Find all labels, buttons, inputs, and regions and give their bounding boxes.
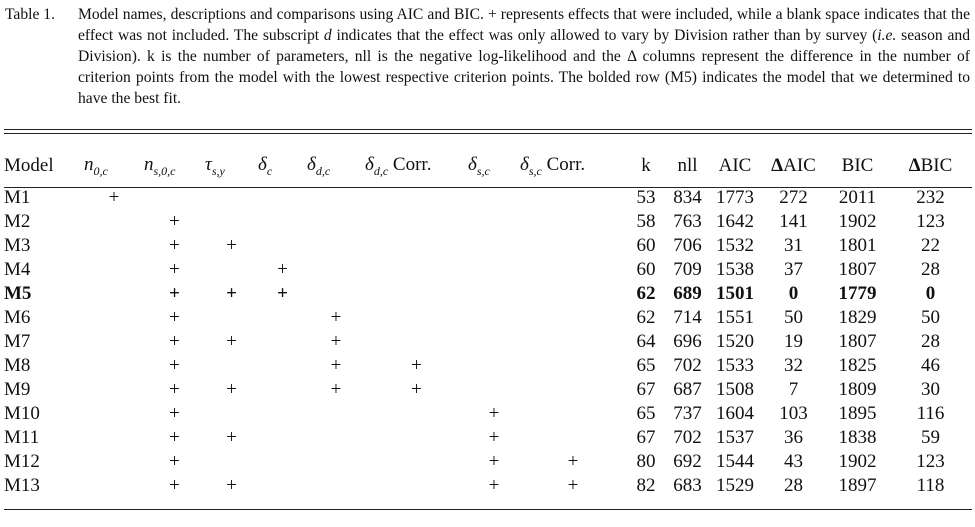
cell-tau	[205, 450, 258, 474]
cell-bic: 1902	[838, 451, 877, 472]
cell-aic: 1604	[716, 403, 754, 424]
cell-dsccorr	[520, 186, 626, 210]
cell-dsccorr	[520, 282, 626, 306]
cell-k: 58	[636, 211, 656, 232]
cell-model: M5	[4, 283, 32, 304]
caption-text	[78, 4, 970, 109]
cell-dsccorr	[520, 426, 626, 450]
cell-n0c	[84, 426, 144, 450]
cell-aic: 1537	[716, 427, 754, 448]
cell-k: 67	[636, 379, 656, 400]
cell-dsccorr: +	[567, 451, 579, 472]
cell-daic: 32	[784, 355, 803, 376]
col-k: k	[641, 155, 651, 176]
cell-dc	[258, 402, 307, 426]
cell-dc	[258, 354, 307, 378]
cell-dc	[258, 426, 307, 450]
cell-dbic: 28	[921, 331, 940, 352]
cell-dsccorr	[520, 354, 626, 378]
cell-n0c	[84, 450, 144, 474]
cell-k: 80	[636, 451, 656, 472]
cell-daic: 36	[784, 427, 803, 448]
table-row	[0, 450, 972, 474]
cell-bic: 1779	[838, 283, 877, 304]
cell-n0c: +	[108, 187, 120, 208]
cell-dsc	[468, 378, 520, 402]
col-n0c: $n_{0,c}$	[84, 153, 108, 178]
cell-dc	[258, 330, 307, 354]
cell-nsoc: +	[169, 235, 180, 256]
caption-ie: i.e.	[877, 27, 897, 44]
cell-dsc: +	[488, 403, 500, 424]
cell-daic: 141	[779, 211, 808, 232]
cell-daic: 37	[784, 259, 803, 280]
cell-dsc	[468, 330, 520, 354]
cell-nll: 687	[673, 379, 702, 400]
cell-model: M4	[4, 259, 31, 280]
cell-bic: 1809	[838, 379, 877, 400]
cell-dc: +	[277, 259, 288, 280]
cell-daic: 19	[784, 331, 803, 352]
cell-dbic: 118	[916, 475, 945, 496]
col-delta-sc: $\delta_{s,c}$	[468, 153, 490, 178]
cell-dbic: 46	[921, 355, 940, 376]
cell-aic: 1520	[716, 331, 754, 352]
cell-nsoc: +	[169, 475, 180, 496]
cell-ddccorr	[365, 330, 468, 354]
col-aic: AIC	[718, 155, 752, 176]
cell-dbic: 22	[921, 235, 940, 256]
cell-tau	[205, 306, 258, 330]
cell-aic: 1642	[716, 211, 754, 232]
cell-bic: 1902	[838, 211, 877, 232]
cell-model: M1	[4, 187, 31, 208]
col-delta-c: $\delta_c$	[258, 153, 273, 178]
cell-ddccorr	[365, 186, 468, 210]
cell-ddc: +	[330, 307, 342, 328]
cell-k: 62	[636, 283, 656, 304]
cell-bic: 1897	[838, 475, 877, 496]
cell-daic: 31	[784, 235, 803, 256]
cell-ddccorr	[365, 210, 468, 234]
cell-bic: 1838	[838, 427, 877, 448]
cell-dsc	[468, 234, 520, 258]
cell-bic: 1807	[838, 331, 877, 352]
cell-k: 53	[636, 187, 656, 208]
cell-nll: 702	[673, 355, 702, 376]
cell-dsc	[468, 282, 520, 306]
cell-aic: 1538	[716, 259, 754, 280]
cell-dsccorr	[520, 234, 626, 258]
cell-dc: +	[277, 283, 288, 304]
cell-dsccorr	[520, 258, 626, 282]
cell-dsc	[468, 210, 520, 234]
table-row	[0, 378, 972, 402]
cell-n0c	[84, 258, 144, 282]
cell-bic: 1825	[838, 355, 877, 376]
cell-ddc	[307, 258, 365, 282]
cell-aic: 1529	[716, 475, 754, 496]
cell-daic: 50	[784, 307, 803, 328]
cell-tau: +	[226, 379, 237, 400]
cell-dc	[258, 210, 307, 234]
cell-bic: 1807	[838, 259, 877, 280]
cell-ddccorr: +	[411, 355, 422, 376]
cell-dbic: 30	[921, 379, 940, 400]
table-row	[0, 354, 972, 378]
caption-part-2: indicates that the effect was only allowed to vary by Division rather than by survey (	[331, 27, 878, 44]
table-row	[0, 282, 972, 306]
cell-n0c	[84, 474, 144, 498]
cell-nll: 683	[673, 475, 702, 496]
cell-model: M9	[4, 379, 31, 400]
cell-dsccorr: +	[567, 475, 579, 496]
cell-nsoc: +	[169, 331, 180, 352]
cell-dbic: 123	[916, 451, 945, 472]
table-row	[0, 258, 972, 282]
col-delta-sc-corr: $\delta_{s,c}$ Corr.	[520, 153, 586, 178]
top-rule-2	[4, 133, 972, 134]
cell-model: M12	[4, 451, 40, 472]
cell-n0c	[84, 402, 144, 426]
cell-k: 64	[636, 331, 656, 352]
cell-dsc	[468, 186, 520, 210]
cell-model: M13	[4, 475, 40, 496]
cell-k: 67	[636, 427, 656, 448]
col-delta-dc: $\delta_{d,c}$	[307, 153, 331, 178]
col-delta-dc-corr: $\delta_{d,c}$ Corr.	[365, 153, 432, 178]
cell-ddc	[307, 186, 365, 210]
cell-dc	[258, 450, 307, 474]
cell-aic: 1544	[716, 451, 754, 472]
cell-ddc	[307, 450, 365, 474]
cell-model: M2	[4, 211, 31, 232]
cell-aic: 1501	[716, 283, 754, 304]
cell-aic: 1508	[716, 379, 754, 400]
cell-model: M6	[4, 307, 31, 328]
cell-tau: +	[226, 331, 237, 352]
table-row	[0, 330, 972, 354]
cell-nll: 834	[673, 187, 702, 208]
cell-nll: 763	[673, 211, 702, 232]
cell-ddc: +	[330, 355, 342, 376]
cell-dsc: +	[488, 475, 500, 496]
col-delta-aic: ΔAIC	[771, 155, 816, 176]
header-row	[0, 146, 972, 186]
cell-tau	[205, 258, 258, 282]
cell-model: M11	[4, 427, 40, 448]
cell-nll: 709	[673, 259, 702, 280]
cell-tau	[205, 186, 258, 210]
cell-nsoc: +	[169, 451, 180, 472]
cell-ddc: +	[330, 331, 342, 352]
top-rule-1	[4, 129, 972, 130]
cell-tau	[205, 402, 258, 426]
cell-nsoc: +	[169, 355, 180, 376]
cell-ddc	[307, 426, 365, 450]
cell-dbic: 232	[916, 187, 945, 208]
cell-k: 62	[636, 307, 656, 328]
cell-nsoc: +	[169, 283, 180, 304]
cell-tau: +	[226, 235, 237, 256]
cell-ddccorr	[365, 282, 468, 306]
cell-dc	[258, 306, 307, 330]
cell-dsccorr	[520, 330, 626, 354]
cell-nsoc: +	[169, 307, 180, 328]
cell-nsoc: +	[169, 259, 180, 280]
table-row	[0, 402, 972, 426]
cell-ddc	[307, 234, 365, 258]
cell-tau: +	[226, 283, 237, 304]
cell-dbic: 116	[916, 403, 945, 424]
table-row	[0, 306, 972, 330]
cell-model: M8	[4, 355, 31, 376]
table-row	[0, 474, 972, 498]
col-delta-bic: ΔBIC	[908, 155, 953, 176]
cell-aic: 1773	[716, 187, 754, 208]
cell-nll: 702	[673, 427, 702, 448]
caption-part-1: Model names, descriptions and comparisons using AIC and BIC. + represents effects that were included, while a blank space indicates that the effect was not included. The subscript	[78, 6, 970, 44]
cell-nll: 689	[673, 283, 702, 304]
cell-dbic: 28	[921, 259, 940, 280]
col-tau: $\tau_{s,y}$	[205, 153, 225, 178]
cell-ddc	[307, 474, 365, 498]
cell-dc	[258, 474, 307, 498]
col-model: Model	[4, 155, 54, 176]
cell-aic: 1532	[716, 235, 754, 256]
cell-n0c	[84, 234, 144, 258]
cell-model: M3	[4, 235, 31, 256]
cell-ddc: +	[330, 379, 342, 400]
cell-nsoc: +	[169, 427, 180, 448]
cell-dc	[258, 186, 307, 210]
caption-subscript-d: d	[323, 27, 332, 44]
cell-ddc	[307, 282, 365, 306]
cell-daic: 103	[779, 403, 808, 424]
cell-ddc	[307, 210, 365, 234]
cell-aic: 1551	[716, 307, 754, 328]
cell-nsoc: +	[169, 211, 180, 232]
cell-ddccorr	[365, 306, 468, 330]
cell-nll: 737	[673, 403, 702, 424]
table-row	[0, 234, 972, 258]
cell-n0c	[84, 330, 144, 354]
cell-daic: 28	[784, 475, 803, 496]
table-row	[0, 186, 972, 210]
cell-dsc	[468, 258, 520, 282]
col-bic: BIC	[841, 155, 874, 176]
cell-dsccorr	[520, 402, 626, 426]
cell-nsoc: +	[169, 379, 180, 400]
cell-dsccorr	[520, 210, 626, 234]
cell-bic: 1895	[838, 403, 877, 424]
cell-aic: 1533	[716, 355, 754, 376]
cell-dsc	[468, 354, 520, 378]
cell-nll: 696	[673, 331, 702, 352]
cell-nll: 706	[673, 235, 702, 256]
table-row	[0, 426, 972, 450]
cell-n0c	[84, 306, 144, 330]
cell-dbic: 123	[916, 211, 945, 232]
cell-dsc: +	[488, 427, 500, 448]
cell-nll: 692	[673, 451, 702, 472]
cell-n0c	[84, 282, 144, 306]
cell-bic: 1829	[838, 307, 877, 328]
cell-nsoc	[144, 186, 205, 210]
col-nsoc: $n_{s,0,c}$	[144, 153, 176, 178]
cell-ddccorr: +	[411, 379, 422, 400]
cell-model: M10	[4, 403, 40, 424]
cell-k: 60	[636, 259, 656, 280]
cell-daic: 7	[788, 379, 799, 400]
cell-dbic: 59	[921, 427, 940, 448]
cell-model: M7	[4, 331, 31, 352]
cell-ddccorr	[365, 402, 468, 426]
cell-daic: 43	[784, 451, 803, 472]
cell-daic: 272	[779, 187, 808, 208]
cell-n0c	[84, 210, 144, 234]
cell-ddccorr	[365, 258, 468, 282]
cell-tau	[205, 354, 258, 378]
cell-k: 82	[636, 475, 656, 496]
cell-n0c	[84, 354, 144, 378]
cell-tau: +	[226, 475, 237, 496]
table-caption	[5, 4, 970, 109]
cell-dc	[258, 378, 307, 402]
table-row	[0, 210, 972, 234]
cell-dbic: 50	[921, 307, 940, 328]
cell-dsccorr	[520, 306, 626, 330]
caption-part-3: season and Division). k is the number of parameters, nll is the negative log-likelihood and the Δ columns represent the difference in the number of criterion points from the model with the lowest respective criterion points. The bolded row (M5) indicates the model that we determined to have the best fit.	[78, 27, 971, 107]
cell-nsoc: +	[169, 403, 180, 424]
cell-dsccorr	[520, 378, 626, 402]
cell-ddccorr	[365, 450, 468, 474]
cell-k: 60	[636, 235, 656, 256]
caption-label: Table 1.	[5, 6, 56, 23]
cell-n0c	[84, 378, 144, 402]
model-comparison-table	[0, 146, 972, 498]
cell-k: 65	[636, 355, 656, 376]
cell-dsc: +	[488, 451, 500, 472]
cell-dc	[258, 234, 307, 258]
cell-tau: +	[226, 427, 237, 448]
cell-ddccorr	[365, 234, 468, 258]
cell-ddc	[307, 402, 365, 426]
cell-ddccorr	[365, 426, 468, 450]
cell-ddccorr	[365, 474, 468, 498]
cell-dsc	[468, 306, 520, 330]
col-nll: nll	[677, 155, 698, 176]
cell-dbic: 0	[925, 283, 936, 304]
cell-nll: 714	[673, 307, 702, 328]
cell-bic: 1801	[838, 235, 877, 256]
cell-bic: 2011	[838, 187, 877, 208]
cell-tau	[205, 210, 258, 234]
cell-daic: 0	[788, 283, 799, 304]
bottom-rule	[4, 509, 972, 510]
cell-k: 65	[636, 403, 656, 424]
